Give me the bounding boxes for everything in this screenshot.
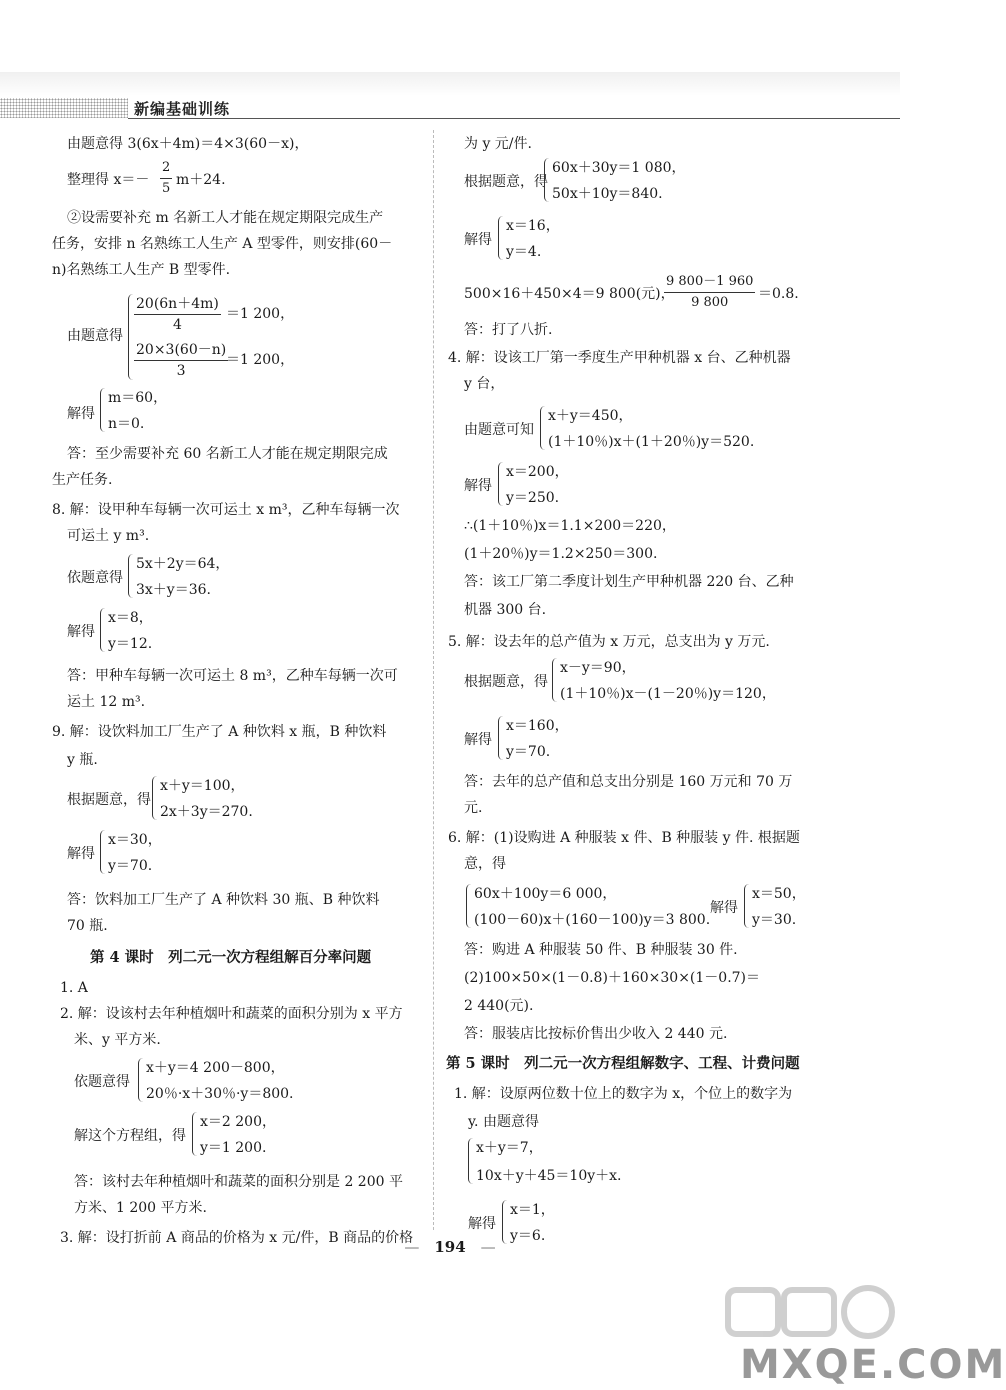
text-line: 答：去年的总产值和总支出分别是 160 万元和 70 万	[464, 774, 793, 790]
text-line: 答：打了八折.	[464, 322, 553, 338]
text-line: 答：该村去年种植烟叶和蔬菜的面积分别是 2 200 平	[74, 1174, 403, 1190]
equation: 10x＋y＋45＝10y＋x.	[476, 1168, 622, 1184]
equation: x＝8，	[108, 610, 153, 626]
equation: x－y＝90，	[560, 660, 636, 676]
text-line: y. 由题意得	[468, 1114, 539, 1130]
equation: y＝70.	[108, 858, 153, 874]
equation: 60x＋30y＝1 080，	[552, 160, 686, 176]
text-line: 2 440(元).	[464, 998, 534, 1014]
equation: 60x＋100y＝6 000，	[474, 886, 617, 902]
equation-label: 解这个方程组，得	[74, 1128, 186, 1144]
text-line: 意，得	[464, 856, 506, 872]
equation-label: 根据题意，得	[464, 674, 548, 690]
equation: x＝160，	[506, 718, 569, 734]
equation: x＝200，	[506, 464, 569, 480]
equation-label: 解得	[67, 624, 95, 640]
text-line: 生产任务.	[52, 472, 113, 488]
brace	[498, 716, 503, 760]
text-line: y 台，	[464, 376, 505, 392]
equation-label: 解得	[464, 232, 492, 248]
text-line: m＋24.	[176, 172, 226, 188]
fraction: $\frac{9 800-1 960}{9 800}$	[666, 274, 754, 310]
text-line: 5. 解：设去年的总产值为 x 万元，总支出为 y 万元.	[448, 634, 770, 650]
equation: x＝50，	[752, 886, 806, 902]
text-line: 答：该工厂第二季度计划生产甲种机器 220 台、乙种	[464, 574, 794, 590]
equation: y＝12.	[108, 636, 153, 652]
fraction: $\frac{20\times 3(60-n)}{3}$	[136, 342, 227, 379]
text-line: 8. 解：设甲种车每辆一次可运土 x m³，乙种车每辆一次	[52, 502, 400, 518]
watermark-text: MXQE.COM	[740, 1342, 1006, 1388]
fraction: $\frac{2}{5}$	[162, 160, 171, 196]
text-line: 答：饮料加工厂生产了 A 种饮料 30 瓶、B 种饮料	[67, 892, 380, 908]
brace	[468, 1138, 473, 1184]
brace	[192, 1112, 197, 1156]
text-line: n)名熟练工人生产 B 型零件.	[52, 262, 231, 278]
text-line: 答：购进 A 种服装 50 件、B 种服装 30 件.	[464, 942, 738, 958]
text-line: 方米、1 200 平方米.	[74, 1200, 207, 1216]
header-rule	[128, 118, 900, 119]
brace	[100, 608, 105, 652]
brace	[552, 658, 557, 702]
brace	[138, 1058, 143, 1102]
text-line: 由题意得 3(6x＋4m)＝4×3(60－x)，	[67, 136, 309, 152]
column-divider	[433, 130, 434, 1230]
equation: (100－60)x＋(160－100)y＝3 800.	[474, 912, 711, 928]
equation-label: 由题意得	[67, 328, 123, 344]
text-line: 答：至少需要补充 60 名新工人才能在规定期限完成	[67, 446, 388, 462]
brace	[498, 216, 503, 260]
equation: y＝250.	[506, 490, 560, 506]
text-line: ＝0.8.	[758, 286, 799, 302]
text-line: 1. 解：设原两位数十位上的数字为 x，个位上的数字为	[454, 1086, 793, 1102]
text-line: 答：服装店比按标价售出少收入 2 440 元.	[464, 1026, 728, 1042]
brace	[100, 388, 105, 432]
equation-label: 解得	[464, 478, 492, 494]
equation: (1＋10％)x－(1－20％)y＝120，	[560, 686, 776, 702]
text-line: 为 y 元/件.	[464, 136, 532, 152]
brace	[498, 462, 503, 506]
equation: 50x＋10y＝840.	[552, 186, 663, 202]
text-line: 米、y 平方米.	[74, 1032, 161, 1048]
brace	[128, 294, 133, 380]
section-heading: 第 4 课时 列二元一次方程组解百分率问题	[90, 949, 372, 966]
fraction: $\frac{20(6n+4m)}{4}$	[136, 296, 219, 333]
top-band	[0, 72, 900, 96]
equation: y＝6.	[510, 1228, 546, 1244]
text-line: 任务，安排 n 名熟练工人生产 A 型零件，则安排(60－	[52, 236, 393, 252]
text-line: ∴(1＋10％)x＝1.1×200＝220，	[464, 518, 676, 534]
equation: 20％·x＋30％·y＝800.	[146, 1086, 294, 1102]
text-line: 500×16＋450×4＝9 800(元)，	[464, 286, 675, 302]
header-title: 新编基础训练	[134, 100, 231, 118]
text-line: 答：甲种车每辆一次可运土 8 m³，乙种车每辆一次可	[67, 668, 398, 684]
equation: x＝16，	[506, 218, 560, 234]
equation: x＋y＝100，	[160, 778, 245, 794]
brace	[152, 776, 157, 820]
equation-label: 解得	[67, 406, 95, 422]
equation-label: 解得	[464, 732, 492, 748]
text-line: 1. A	[60, 980, 88, 996]
text-line: 9. 解：设饮料加工厂生产了 A 种饮料 x 瓶，B 种饮料	[52, 724, 387, 740]
equation-label: 解得	[710, 900, 738, 916]
text-line: (2)100×50×(1－0.8)＋160×30×(1－0.7)＝	[464, 970, 761, 986]
equation: x＋y＝450，	[548, 408, 633, 424]
equation: y＝4.	[506, 244, 542, 260]
equation-label: 解得	[468, 1216, 496, 1232]
brace	[744, 884, 749, 928]
text-line: 3. 解：设打折前 A 商品的价格为 x 元/件，B 商品的价格	[60, 1230, 414, 1246]
text-line: 可运土 y m³.	[67, 528, 150, 544]
equation: (1＋10％)x＋(1＋20％)y＝520.	[548, 434, 755, 450]
equation: n＝0.	[108, 416, 145, 432]
equation: y＝70.	[506, 744, 551, 760]
section-heading: 第 5 课时 列二元一次方程组解数字、工程、计费问题	[446, 1055, 800, 1072]
equation-label: 根据题意，得	[67, 792, 151, 808]
text-line: 元.	[464, 800, 483, 816]
equation-label: 由题意可知	[464, 422, 534, 438]
equation: x＋y＝7，	[476, 1140, 543, 1156]
text-line: 4. 解：设该工厂第一季度生产甲种机器 x 台、乙种机器	[448, 350, 791, 366]
equation-label: 依题意得	[74, 1074, 130, 1090]
page-number: — 194 —	[404, 1238, 496, 1256]
equation: ＝1 200，	[226, 306, 295, 322]
text-line: 整理得 x＝－	[67, 172, 150, 188]
brace	[544, 158, 549, 202]
equation: x＋y＝4 200－800，	[146, 1060, 285, 1076]
equation: y＝30.	[752, 912, 797, 928]
brace	[540, 406, 545, 450]
text-line: (1＋20％)y＝1.2×250＝300.	[464, 546, 658, 562]
equation: x＝30，	[108, 832, 162, 848]
equation-label: 根据题意，得	[464, 174, 548, 190]
text-line: 70 瓶.	[67, 918, 108, 934]
equation: x＝1，	[510, 1202, 555, 1218]
brace	[466, 884, 471, 928]
equation: y＝1 200.	[200, 1140, 267, 1156]
text-line: ②设需要补充 m 名新工人才能在规定期限完成生产	[67, 210, 384, 226]
equation: 3x＋y＝36.	[136, 582, 211, 598]
text-line: 机器 300 台.	[464, 602, 547, 618]
brace	[128, 554, 133, 598]
text-line: 运土 12 m³.	[67, 694, 146, 710]
equation: 5x＋2y＝64，	[136, 556, 230, 572]
header-dot-pattern	[0, 98, 128, 118]
equation: ＝1 200，	[226, 352, 295, 368]
equation-label: 依题意得	[67, 570, 123, 586]
equation-label: 解得	[67, 846, 95, 862]
brace	[100, 830, 105, 874]
text-line: 6. 解：(1)设购进 A 种服装 x 件、B 种服装 y 件. 根据题	[448, 830, 800, 846]
equation: 2x＋3y＝270.	[160, 804, 253, 820]
text-line: y 瓶.	[67, 752, 98, 768]
text-line: 2. 解：设该村去年种植烟叶和蔬菜的面积分别为 x 平方	[60, 1006, 403, 1022]
equation: x＝2 200，	[200, 1114, 276, 1130]
equation: m＝60，	[108, 390, 168, 406]
